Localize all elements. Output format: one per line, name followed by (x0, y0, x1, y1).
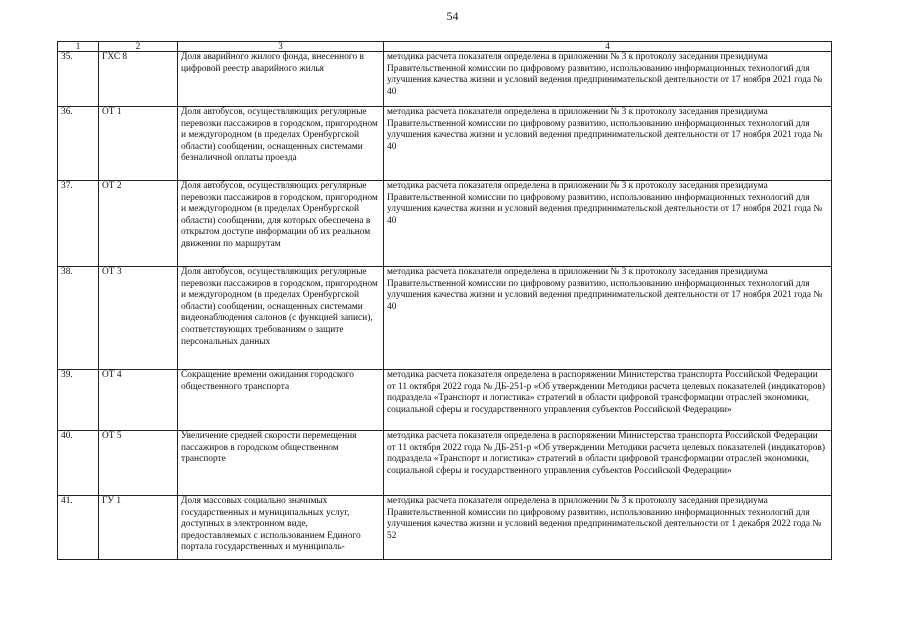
indicator-name: Увеличение средней скорости перемещения пассажиров в городском общественном транспорте (178, 431, 384, 496)
indicator-method: методика расчета показателя определена в распоряжении Министерства транспорта Российской Федерации от 11 октября 2022 года № ДБ-251-р «Об утверждении Методики расчета целевых показателей (индикаторов) подраздела «Транспорт и логистика» стратегий в области цифровой трансформации отраслей экономики, социальной сферы и государственного управления субъектов Российской Федерации» (384, 431, 832, 496)
table-row (58, 107, 832, 181)
indicator-code: ОТ 3 (99, 267, 178, 370)
row-number: 39. (58, 370, 99, 431)
indicator-code: ГХС 8 (99, 52, 178, 107)
indicator-name: Доля автобусов, осуществляющих регулярные перевозки пассажиров в городском, пригородном и междугородном (в пределах Оренбургской области) сообщении, оснащенных системами видеонаблюдения салонов (с функцией записи), соответствующих требованиям о защите персональных данных (178, 267, 384, 370)
indicator-code: ОТ 2 (99, 181, 178, 267)
column-header-2: 2 (99, 42, 178, 52)
page-number: 54 (446, 9, 459, 23)
column-header-1: 1 (58, 42, 99, 52)
indicator-method: методика расчета показателя определена в приложении № 3 к протоколу заседания президиума Правительственной комиссии по цифровому развитию, использованию информационных технологий для улучшения качества жизни и условий ведения предпринимательской деятельности от 17 ноября 2021 года № 40 (384, 267, 832, 370)
indicator-table (57, 41, 832, 560)
table-row (58, 496, 832, 560)
indicator-code: ОТ 4 (99, 370, 178, 431)
row-number: 37. (58, 181, 99, 267)
indicator-method: методика расчета показателя определена в приложении № 3 к протоколу заседания президиума Правительственной комиссии по цифровому развитию, использованию информационных технологий для улучшения качества жизни и условий ведения предпринимательской деятельности от 1 декабря 2022 года № 52 (384, 496, 832, 560)
row-number: 41. (58, 496, 99, 560)
table-header-row (58, 42, 832, 52)
table-row (58, 370, 832, 431)
table-row (58, 181, 832, 267)
row-number: 36. (58, 107, 99, 181)
indicator-code: ОТ 5 (99, 431, 178, 496)
column-header-3: 3 (178, 42, 384, 52)
indicator-name: Сокращение времени ожидания городского общественного транспорта (178, 370, 384, 431)
indicator-method: методика расчета показателя определена в приложении № 3 к протоколу заседания президиума Правительственной комиссии по цифровому развитию, использованию информационных технологий для улучшения качества жизни и условий ведения предпринимательской деятельности от 17 ноября 2021 года № 40 (384, 107, 832, 181)
indicator-name: Доля массовых социально значимых государственных и муниципальных услуг, доступных в электронном виде, предоставляемых с использованием Единого портала государственных и муниципаль- (178, 496, 384, 560)
indicator-method: методика расчета показателя определена в приложении № 3 к протоколу заседания президиума Правительственной комиссии по цифровому развитию, использованию информационных технологий для улучшения качества жизни и условий ведения предпринимательской деятельности от 17 ноября 2021 года № 40 (384, 181, 832, 267)
indicator-code: ГУ 1 (99, 496, 178, 560)
indicator-name: Доля автобусов, осуществляющих регулярные перевозки пассажиров в городском, пригородном и междугородном (в пределах Оренбургской области) сообщении, оснащенных системами безналичной оплаты проезда (178, 107, 384, 181)
indicator-name: Доля автобусов, осуществляющих регулярные перевозки пассажиров в городском, пригородном и междугородном (в пределах Оренбургской области) сообщении, для которых обеспечена в открытом доступе информации об их реальном движении по маршрутам (178, 181, 384, 267)
table-row (58, 52, 832, 107)
table-row (58, 431, 832, 496)
column-header-4: 4 (384, 42, 832, 52)
indicator-method: методика расчета показателя определена в приложении № 3 к протоколу заседания президиума Правительственной комиссии по цифровому развитию, использованию информационных технологий для улучшения качества жизни и условий ведения предпринимательской деятельности от 17 ноября 2021 года № 40 (384, 52, 832, 107)
row-number: 40. (58, 431, 99, 496)
row-number: 35. (58, 52, 99, 107)
indicator-method: методика расчета показателя определена в распоряжении Министерства транспорта Российской Федерации от 11 октября 2022 года № ДБ-251-р «Об утверждении Методики расчета целевых показателей (индикаторов) подраздела «Транспорт и логистика» стратегий в области цифровой трансформации отраслей экономики, социальной сферы и государственного управления субъектов Российской Федерации» (384, 370, 832, 431)
table-row (58, 267, 832, 370)
indicator-name: Доля аварийного жилого фонда, внесенного в цифровой реестр аварийного жилья (178, 52, 384, 107)
row-number: 38. (58, 267, 99, 370)
indicator-code: ОТ 1 (99, 107, 178, 181)
